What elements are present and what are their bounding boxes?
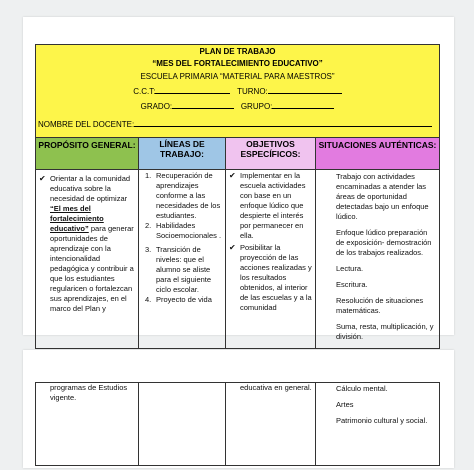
list-text: Habilidades Socioemocionales .	[156, 221, 222, 240]
docente-line	[38, 119, 439, 129]
objectives-column-header	[226, 138, 316, 170]
situation-item: Enfoque lúdico preparación de exposición- demostración de los trabajos realizados.	[336, 228, 432, 257]
lines-cell	[139, 170, 226, 349]
grupo-label: GRUPO:	[240, 102, 273, 111]
lines-list	[139, 171, 225, 305]
objectives-header-label: OBJETIVOS ESPECÍFICOS:	[240, 139, 301, 159]
situation-item: Escritura.	[336, 280, 368, 289]
objectives-cell	[226, 170, 316, 349]
plan-header	[36, 45, 440, 138]
turno-label: TURNO:	[237, 87, 268, 96]
check-mark-icon: ✔	[229, 171, 236, 180]
list-text: Transición de niveles: que el alumno se aliste para el siguiente ciclo escolar.	[156, 245, 212, 294]
purpose-header-label: PROPÓSITO GENERAL:	[38, 140, 136, 150]
purpose-continued-text: programas de Estudios vigente.	[50, 383, 128, 402]
check-mark-icon: ✔	[39, 174, 46, 183]
purpose-item	[36, 174, 138, 314]
docente-blank	[134, 119, 432, 127]
plan-table-continued	[35, 382, 440, 466]
purpose-column-header	[36, 138, 139, 170]
list-text: Proyecto de vida	[156, 295, 212, 304]
objective-item	[226, 243, 315, 313]
list-item	[139, 295, 225, 305]
situation-item: Trabajo con actividades encaminadas a atender las áreas de oportunidad detectadas bajo un enfoque lúdico.	[336, 172, 429, 221]
grado-grupo-line	[36, 101, 439, 111]
list-number: 1.	[145, 171, 152, 180]
list-item	[139, 221, 225, 241]
cct-blank	[155, 86, 230, 94]
situation-item: Cálculo mental.	[336, 384, 388, 393]
list-item	[139, 171, 225, 221]
school-name: ESCUELA PRIMARIA “MATERIAL PARA MAESTROS”	[140, 72, 335, 81]
objective-continued-text: educativa en general.	[240, 383, 312, 392]
situations-list-continued	[316, 383, 439, 426]
cct-turno-line	[36, 86, 439, 96]
grado-blank	[172, 101, 234, 109]
list-number: 3.	[145, 245, 152, 254]
check-mark-icon: ✔	[229, 243, 236, 252]
situation-item: Suma, resta, multiplicación, y división.	[336, 322, 434, 341]
list-item	[139, 245, 225, 295]
situation-item: Artes	[336, 400, 354, 409]
lines-cell-continued	[139, 383, 226, 466]
grado-label: GRADO:	[140, 102, 173, 111]
situation-item: Resolución de situaciones matemáticas.	[336, 296, 424, 315]
purpose-cell-continued	[36, 383, 139, 466]
list-text: Recuperación de aprendizajes conforme a las necesidades de los estudiantes.	[156, 171, 221, 220]
objective-item	[226, 171, 315, 241]
document-page-1	[23, 17, 454, 341]
plan-title: PLAN DE TRABAJO	[199, 47, 276, 56]
document-page-2	[23, 350, 454, 468]
purpose-text-cont: para generar oportunidades de aprendizaje con la intencionalidad pedagógica y contribuir a que los estudiantes regularicen o fortalezcan sus aprendizajes, en el marco del Plan y	[50, 224, 134, 313]
situation-item: Patrimonio cultural y social.	[336, 416, 428, 425]
objective-text: Implementar en la escuela actividades con base en un enfoque lúdico que despierte el interés por permanecer en ella.	[240, 171, 306, 240]
purpose-text: Orientar a la comunidad educativa sobre la necesidad de optimizar	[50, 174, 131, 203]
purpose-cell	[36, 170, 139, 349]
docente-label: NOMBRE DEL DOCENTE:	[38, 120, 135, 129]
turno-blank	[268, 86, 342, 94]
grupo-blank	[272, 101, 334, 109]
situations-cell	[316, 170, 440, 349]
situation-item: Lectura.	[336, 264, 364, 273]
lines-column-header	[139, 138, 226, 170]
situations-list	[316, 170, 439, 342]
purpose-highlight: “El mes del fortalecimiento educativo”	[50, 204, 104, 233]
situations-cell-continued	[316, 383, 440, 466]
list-number: 4.	[145, 295, 152, 304]
objectives-cell-continued	[226, 383, 316, 466]
cct-label: C.C.T:	[133, 87, 156, 96]
plan-subtitle: “MES DEL FORTALECIMIENTO EDUCATIVO”	[152, 59, 323, 68]
plan-table	[35, 44, 440, 349]
situations-column-header	[316, 138, 440, 170]
objective-text: Posibilitar la proyección de las acciones realizadas y los resultados obtenidos, al interior de las escuelas y a la comunidad	[240, 243, 312, 312]
lines-header-label: LÍNEAS DE TRABAJO:	[159, 139, 205, 159]
situations-header-label: SITUACIONES AUTÉNTICAS:	[318, 140, 437, 150]
list-number: 2.	[145, 221, 152, 230]
